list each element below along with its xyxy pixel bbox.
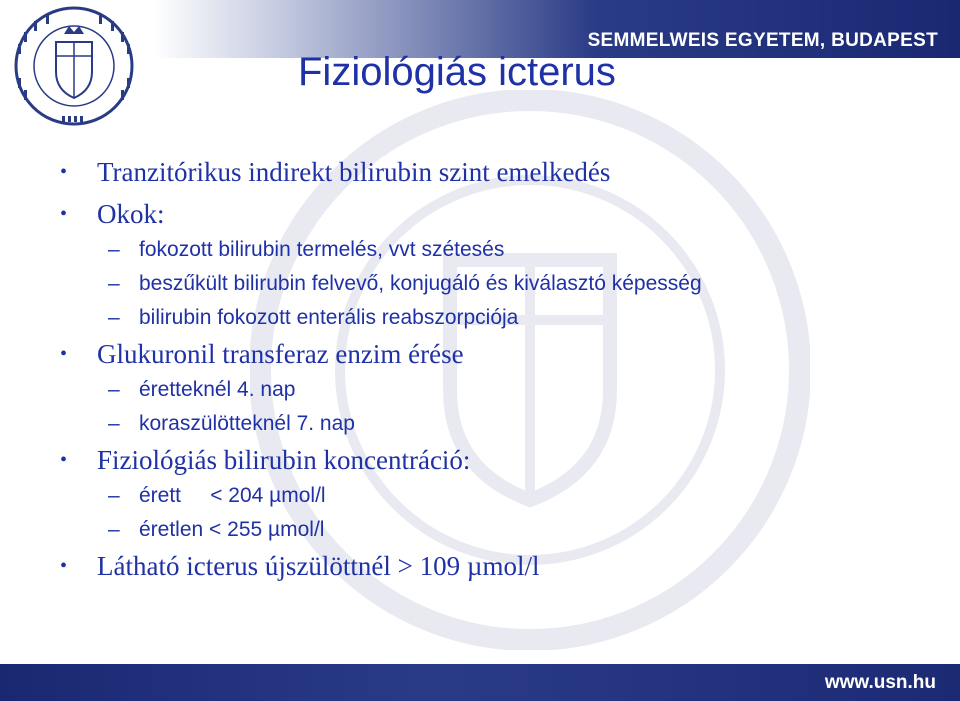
sub-text: érett < 204 µmol/l bbox=[139, 484, 326, 507]
slide-title: Fiziológiás icterus bbox=[298, 50, 616, 94]
bullet-text: Tranzitórikus indirekt bilirubin szint emelkedés bbox=[97, 157, 611, 187]
sub-item bbox=[60, 407, 940, 441]
sub-text: éretlen < 255 µmol/l bbox=[139, 518, 325, 541]
dash-icon: – bbox=[108, 238, 120, 261]
bullet-item bbox=[60, 335, 940, 373]
university-name: SEMMELWEIS EGYETEM, BUDAPEST bbox=[587, 30, 938, 51]
bullet-item bbox=[60, 153, 940, 191]
dash-icon: – bbox=[108, 378, 120, 401]
bullet-icon: • bbox=[60, 555, 68, 577]
bullet-text: Fiziológiás bilirubin koncentráció: bbox=[97, 445, 471, 475]
sub-text: bilirubin fokozott enterális reabszorpciója bbox=[139, 306, 519, 329]
footer-bar bbox=[0, 664, 960, 701]
sub-text: koraszülötteknél 7. nap bbox=[139, 412, 355, 435]
sub-item bbox=[60, 513, 940, 547]
bullet-text: Glukuronil transferaz enzim érése bbox=[97, 339, 464, 369]
bullet-text: Látható icterus újszülöttnél > 109 µmol/l bbox=[97, 551, 540, 581]
bullet-text: Okok: bbox=[97, 199, 165, 229]
sub-item bbox=[60, 233, 940, 267]
bullet-icon: • bbox=[60, 161, 68, 183]
sub-text: éretteknél 4. nap bbox=[139, 378, 296, 401]
bullet-item bbox=[60, 195, 940, 233]
sub-item bbox=[60, 479, 940, 513]
dash-icon: – bbox=[108, 412, 120, 435]
sub-item bbox=[60, 373, 940, 407]
bullet-icon: • bbox=[60, 449, 68, 471]
sub-text: beszűkült bilirubin felvevő, konjugáló és kiválasztó képesség bbox=[139, 272, 702, 295]
bullet-item bbox=[60, 547, 940, 585]
slide-content bbox=[60, 153, 940, 585]
sub-item bbox=[60, 267, 940, 301]
university-seal-icon bbox=[4, 4, 144, 128]
dash-icon: – bbox=[108, 518, 120, 541]
sub-text: fokozott bilirubin termelés, vvt szétesés bbox=[139, 238, 505, 261]
dash-icon: – bbox=[108, 306, 120, 329]
footer-url: www.usn.hu bbox=[824, 672, 936, 693]
bullet-item bbox=[60, 441, 940, 479]
dash-icon: – bbox=[108, 272, 120, 295]
sub-item bbox=[60, 301, 940, 335]
bullet-icon: • bbox=[60, 203, 68, 225]
bullet-icon: • bbox=[60, 343, 68, 365]
dash-icon: – bbox=[108, 484, 120, 507]
